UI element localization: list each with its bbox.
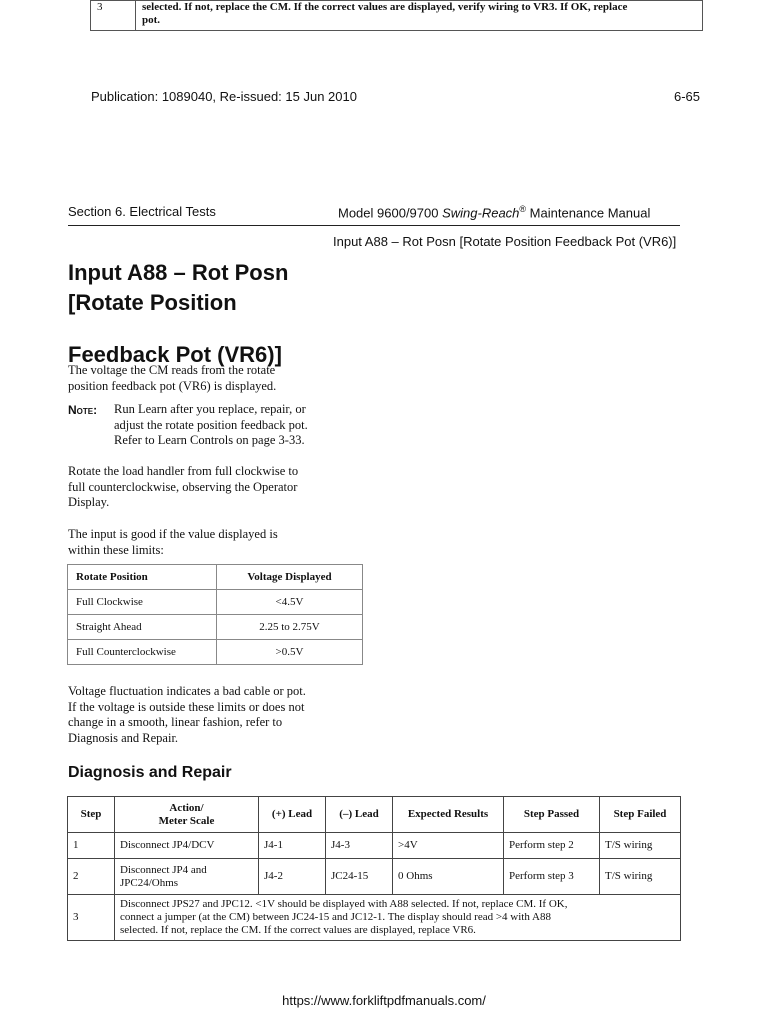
header-divider: [68, 225, 680, 226]
plus-lead-cell: J4-1: [259, 833, 326, 859]
limits-intro-line: The input is good if the value displayed is: [68, 527, 278, 541]
table-row: [68, 895, 681, 941]
section-label: Section 6. Electrical Tests: [68, 204, 216, 219]
step-cell: 3: [68, 895, 115, 941]
fluctuation-line: Diagnosis and Repair.: [68, 730, 179, 745]
table-cell: <4.5V: [217, 590, 363, 615]
column-header: [115, 797, 259, 833]
failed-cell: T/S wiring: [600, 833, 681, 859]
note-text: [114, 402, 308, 449]
column-header: Voltage Displayed: [217, 565, 363, 590]
intro-paragraph: [68, 363, 276, 394]
column-header: Step Passed: [504, 797, 600, 833]
note-label: Note:: [68, 403, 98, 417]
column-header: Expected Results: [393, 797, 504, 833]
section-heading: Diagnosis and Repair: [68, 764, 232, 781]
minus-lead-cell: JC24-15: [326, 859, 393, 895]
column-header-line: Action/: [169, 801, 204, 814]
manual-title: [338, 204, 650, 220]
note-line: Run Learn after you replace, repair, or: [114, 402, 306, 416]
column-header: (–) Lead: [326, 797, 393, 833]
table-row: [68, 640, 363, 665]
description-line: selected. If not, replace the CM. If the correct values are displayed, replace VR6.: [120, 924, 476, 936]
page-number: 6-65: [674, 89, 701, 104]
title-line: [Rotate Position: [68, 290, 237, 315]
page-title: [68, 258, 288, 318]
diagnosis-table: [67, 796, 681, 941]
table-row: [91, 1, 703, 31]
action-cell: [115, 859, 259, 895]
description-line: pot.: [142, 14, 161, 26]
column-header: (+) Lead: [259, 797, 326, 833]
action-line: JPC24/Ohms: [120, 876, 179, 889]
manual-rest: Maintenance Manual: [526, 205, 651, 221]
passed-cell: Perform step 2: [504, 833, 600, 859]
watermark-url[interactable]: https://www.forkliftpdfmanuals.com/: [282, 993, 486, 1008]
step-cell: 2: [68, 859, 115, 895]
instruction-line: Display.: [68, 495, 110, 509]
column-header: Step: [68, 797, 115, 833]
action-line: Disconnect JP4 and: [120, 863, 207, 876]
fluctuation-line: change in a smooth, linear fashion, refer to: [68, 715, 283, 729]
fluctuation-line: Voltage fluctuation indicates a bad cable or pot.: [68, 684, 306, 698]
fluctuation-line: If the voltage is outside these limits or does not: [68, 699, 305, 714]
minus-lead-cell: J4-3: [326, 833, 393, 859]
table-cell: >0.5V: [217, 640, 363, 665]
instruction-line: Rotate the load handler from full clockwise to: [68, 464, 299, 478]
description-cell: [136, 1, 703, 31]
intro-line: The voltage the CM reads from the rotate: [68, 363, 276, 377]
title-line: Feedback Pot (VR6)]: [68, 342, 282, 367]
limits-intro-line: within these limits:: [68, 542, 164, 557]
table-header-row: [68, 565, 363, 590]
description-line: selected. If not, replace the CM. If the correct values are displayed, verify wiring to VR3. If OK, replace: [142, 1, 628, 13]
table-row: [68, 859, 681, 895]
note-line: adjust the rotate position feedback pot.: [114, 417, 308, 432]
title-line: Input A88 – Rot Posn: [68, 260, 289, 285]
table-header-row: [68, 797, 681, 833]
manual-model: Model 9600/9700: [338, 205, 443, 221]
table-row: [68, 833, 681, 859]
description-line: connect a jumper (at the CM) between JC24-15 and JC12-1. The display should read >4 with A88: [120, 911, 551, 923]
instruction-paragraph: [68, 464, 298, 511]
table-cell: Full Counterclockwise: [68, 640, 217, 665]
fluctuation-paragraph: [68, 684, 306, 746]
column-header: Step Failed: [600, 797, 681, 833]
expected-cell: >4V: [393, 833, 504, 859]
description-line: Disconnect JPS27 and JPC12. <1V should be displayed with A88 selected. If not, replace CM. If OK,: [120, 898, 568, 910]
passed-cell: Perform step 3: [504, 859, 600, 895]
plus-lead-cell: J4-2: [259, 859, 326, 895]
failed-cell: T/S wiring: [600, 859, 681, 895]
column-header-line: Meter Scale: [158, 814, 215, 827]
previous-page-table: [90, 0, 703, 31]
step-cell: 1: [68, 833, 115, 859]
registered-mark: ®: [519, 204, 527, 214]
instruction-line: full counterclockwise, observing the Operator: [68, 479, 298, 494]
step-cell: 3: [91, 1, 136, 31]
intro-line: position feedback pot (VR6) is displayed.: [68, 378, 277, 393]
manual-brand: Swing-Reach: [442, 205, 520, 221]
expected-cell: 0 Ohms: [393, 859, 504, 895]
table-row: [68, 615, 363, 640]
table-row: [68, 590, 363, 615]
limits-table: [67, 564, 363, 665]
page-subtitle: Input A88 – Rot Posn [Rotate Position Feedback Pot (VR6)]: [333, 234, 677, 249]
action-cell: Disconnect JP4/DCV: [115, 833, 259, 859]
limits-intro: [68, 527, 278, 558]
table-cell: Full Clockwise: [68, 590, 217, 615]
column-header: Rotate Position: [68, 565, 217, 590]
description-cell: [115, 895, 681, 941]
table-cell: Straight Ahead: [68, 615, 217, 640]
note-line: Refer to Learn Controls on page 3-33.: [114, 433, 305, 447]
table-cell: 2.25 to 2.75V: [217, 615, 363, 640]
publication-info: Publication: 1089040, Re-issued: 15 Jun 2010: [91, 89, 357, 104]
